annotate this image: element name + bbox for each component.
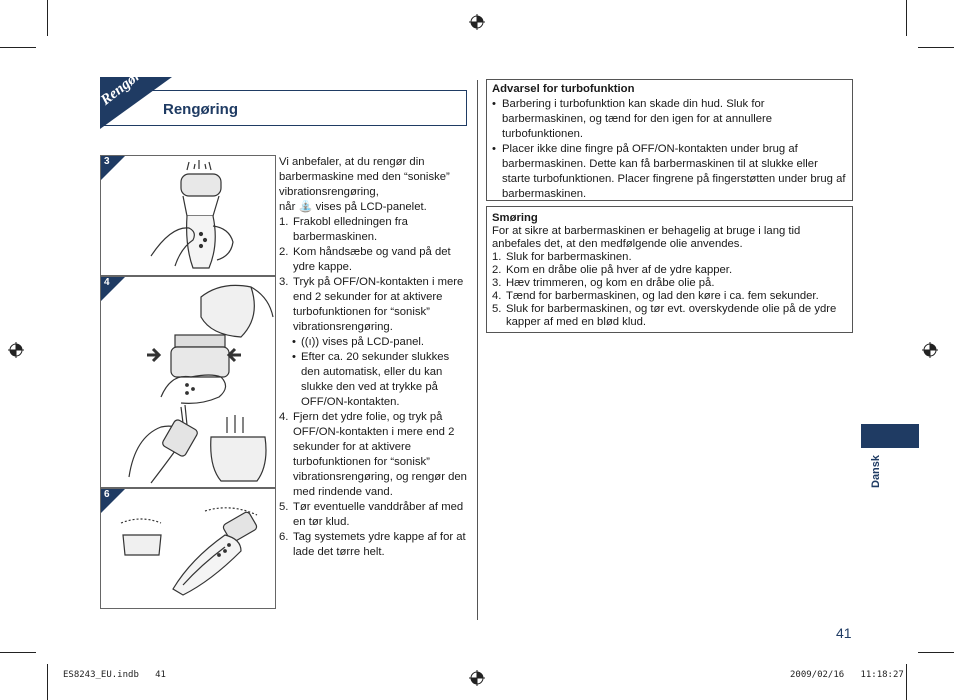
intro-when: når: [279, 201, 296, 213]
item-text: Tryk på OFF/ON-kontakten i mere end 2 sekunder for at aktivere turbofunktionen for “sonisk” vibrationsrengøring.: [293, 276, 464, 333]
shaver-washing-illustration: [101, 156, 275, 275]
page-number: 41: [836, 625, 852, 641]
item-text: Sluk for barbermaskinen, og tør evt. overskydende olie på de ydre kapper af med en blød klud.: [506, 303, 837, 328]
step-number: 6: [104, 489, 110, 500]
item-text: Frakobl elledningen fra barbermaskinen.: [293, 216, 408, 243]
lubrication-item: [492, 264, 847, 277]
step-number: 3: [104, 156, 110, 167]
item-text: Sluk for barbermaskinen.: [506, 251, 632, 263]
faucet-icon: ⛲: [298, 201, 313, 213]
sub-bullet: [279, 335, 467, 350]
crop-mark: [918, 47, 954, 48]
crop-mark: [906, 664, 907, 700]
sub-bullet-text: vises på LCD-panel.: [322, 336, 425, 348]
lubrication-item: [492, 290, 847, 303]
item-text: Fjern det ydre folie, og tryk på OFF/ON-kontakten i mere end 2 sekunder for at aktivere turbofunktionen for “sonisk” vibrationsrengøring, og rengør den med rindende vand.: [293, 411, 467, 498]
instruction-item: [279, 245, 467, 275]
footer-timestamp: 2009/02/16 11:18:27: [790, 670, 904, 680]
lubrication-title: Smøring: [492, 212, 538, 224]
crop-mark: [47, 0, 48, 36]
bullet: •: [492, 98, 496, 110]
lubrication-intro: For at sikre at barbermaskinen er behagelig at bruge i lang tid anbefales det, at den medfølgende olie anvendes.: [492, 225, 801, 250]
lubrication-box: [486, 206, 853, 333]
registration-mark-icon: [469, 670, 485, 686]
instruction-item: [279, 500, 467, 530]
registration-mark-icon: [922, 342, 938, 358]
item-number: 3.: [492, 277, 502, 289]
item-text: Tør eventuelle vanddråber af med en tør klud.: [293, 501, 464, 528]
instruction-item: [279, 215, 467, 245]
crop-mark: [47, 664, 48, 700]
footer-file: ES8243_EU.indb 41: [63, 670, 166, 680]
item-number: 4.: [492, 290, 502, 302]
item-text: Kom håndsæbe og vand på det ydre kappe.: [293, 246, 451, 273]
lubrication-item: [492, 251, 847, 264]
intro-lcd: vises på LCD-panelet.: [315, 201, 427, 213]
bullet: •: [492, 143, 496, 155]
step-3-panel: [100, 155, 276, 276]
section-title: Rengøring: [163, 101, 238, 118]
shaver-drying-illustration: [101, 489, 275, 608]
bullet: •: [292, 336, 296, 348]
item-number: 5.: [492, 303, 502, 315]
crop-mark: [918, 652, 954, 653]
section-tab-label: Rengør: [98, 67, 144, 109]
sonic-icon: ((ı)): [301, 336, 320, 348]
item-number: 3.: [279, 276, 289, 288]
crop-mark: [0, 652, 36, 653]
bullet: •: [292, 351, 296, 363]
item-text: Tag systemets ydre kappe af for at lade det tørre helt.: [293, 531, 466, 558]
warning-item: [492, 97, 847, 142]
warning-text: Placer ikke dine fingre på OFF/ON-kontakten under brug af barbermaskinen. Dette kan få barbermaskinen til at slukke eller starte turbofunktionen. Placer fingrene på fingerstøtten under brug af barbermaskinen.: [502, 143, 846, 200]
step-number: 4: [104, 277, 110, 288]
intro-text-2: [279, 200, 467, 215]
registration-mark-icon: [469, 14, 485, 30]
item-number: 2.: [492, 264, 502, 276]
lubrication-item: [492, 277, 847, 290]
instruction-item: [279, 410, 467, 500]
item-number: 1.: [492, 251, 502, 263]
item-number: 1.: [279, 216, 289, 228]
sub-bullet: [279, 350, 467, 410]
registration-mark-icon: [8, 342, 24, 358]
warning-title: Advarsel for turbofunktion: [492, 83, 635, 95]
cleaning-instructions: [279, 155, 467, 560]
step-4-panel: [100, 276, 276, 488]
item-number: 2.: [279, 246, 289, 258]
language-label: Dansk: [870, 454, 882, 488]
step-6-panel: [100, 488, 276, 609]
instruction-item: [279, 275, 467, 335]
lubrication-item: [492, 303, 847, 329]
column-divider: [477, 80, 478, 620]
foil-removal-illustration: [101, 277, 275, 487]
item-text: Tænd for barbermaskinen, og lad den køre i ca. fem sekunder.: [506, 290, 819, 302]
turbo-warning-box: [486, 79, 853, 201]
item-text: Hæv trimmeren, og kom en dråbe olie på.: [506, 277, 715, 289]
item-text: Kom en dråbe olie på hver af de ydre kapper.: [506, 264, 733, 276]
crop-mark: [906, 0, 907, 36]
language-tab: [861, 424, 919, 448]
sub-bullet-text: Efter ca. 20 sekunder slukkes den automatisk, eller du kan slukke den ved at trykke på OFF/ON-kontakten.: [301, 351, 450, 408]
item-number: 5.: [279, 501, 289, 513]
warning-item: [492, 142, 847, 202]
instruction-item: [279, 530, 467, 560]
item-number: 4.: [279, 411, 289, 423]
item-number: 6.: [279, 531, 289, 543]
intro-text: Vi anbefaler, at du rengør din barbermaskine med den “soniske” vibrationsrengøring,: [279, 156, 450, 198]
crop-mark: [0, 47, 36, 48]
warning-text: Barbering i turbofunktion kan skade din hud. Sluk for barbermaskinen, og tænd for den igen for at annullere turbofunktionen.: [502, 98, 773, 140]
